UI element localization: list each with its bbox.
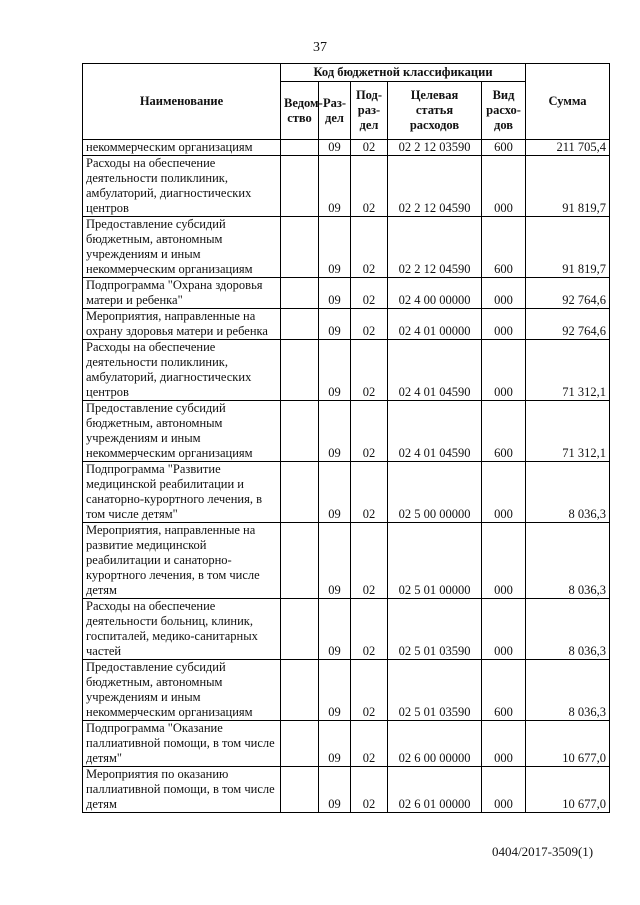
cell-target: 02 6 00 00000 bbox=[388, 721, 482, 767]
cell-name: Предоставление субсидий бюджетным, автономным учреждениям и иным некоммерческим организациям bbox=[83, 217, 281, 278]
cell-name: Предоставление субсидий бюджетным, автономным учреждениям и иным некоммерческим организациям bbox=[83, 660, 281, 721]
cell-vedomstvo bbox=[281, 309, 319, 340]
table-row bbox=[83, 401, 610, 462]
cell-target: 02 4 01 04590 bbox=[388, 401, 482, 462]
cell-podrazdel: 02 bbox=[351, 156, 388, 217]
cell-vedomstvo bbox=[281, 767, 319, 813]
table-row bbox=[83, 278, 610, 309]
cell-target: 02 5 01 03590 bbox=[388, 660, 482, 721]
cell-vid: 600 bbox=[482, 660, 526, 721]
cell-vedomstvo bbox=[281, 140, 319, 156]
cell-vedomstvo bbox=[281, 462, 319, 523]
document-code: 0404/2017-3509(1) bbox=[492, 844, 594, 859]
cell-vid: 600 bbox=[482, 217, 526, 278]
table-row bbox=[83, 340, 610, 401]
cell-sum: 92 764,6 bbox=[526, 309, 610, 340]
cell-vedomstvo bbox=[281, 156, 319, 217]
cell-name: Подпрограмма "Охрана здоровья матери и ребенка" bbox=[83, 278, 281, 309]
cell-razdel: 09 bbox=[319, 767, 351, 813]
cell-sum: 92 764,6 bbox=[526, 278, 610, 309]
table-row bbox=[83, 309, 610, 340]
cell-razdel: 09 bbox=[319, 140, 351, 156]
cell-sum: 91 819,7 bbox=[526, 217, 610, 278]
cell-target: 02 4 01 04590 bbox=[388, 340, 482, 401]
cell-podrazdel: 02 bbox=[351, 523, 388, 599]
header-vid: Вид расхо-дов bbox=[482, 82, 526, 140]
cell-razdel: 09 bbox=[319, 721, 351, 767]
cell-target: 02 5 01 03590 bbox=[388, 599, 482, 660]
cell-name: Подпрограмма "Развитие медицинской реабилитации и санаторно-курортного лечения, в том числе детям" bbox=[83, 462, 281, 523]
table-row bbox=[83, 523, 610, 599]
cell-podrazdel: 02 bbox=[351, 462, 388, 523]
cell-razdel: 09 bbox=[319, 462, 351, 523]
cell-vedomstvo bbox=[281, 660, 319, 721]
table-row bbox=[83, 660, 610, 721]
cell-vedomstvo bbox=[281, 401, 319, 462]
budget-table bbox=[82, 63, 610, 813]
cell-sum: 8 036,3 bbox=[526, 660, 610, 721]
cell-podrazdel: 02 bbox=[351, 767, 388, 813]
table-row bbox=[83, 217, 610, 278]
cell-sum: 211 705,4 bbox=[526, 140, 610, 156]
cell-vid: 000 bbox=[482, 309, 526, 340]
cell-name: Мероприятия по оказанию паллиативной помощи, в том числе детям bbox=[83, 767, 281, 813]
cell-vedomstvo bbox=[281, 340, 319, 401]
cell-name: некоммерческим организациям bbox=[83, 140, 281, 156]
page-number: 37 bbox=[313, 40, 327, 55]
cell-podrazdel: 02 bbox=[351, 721, 388, 767]
header-vedomstvo: Ведом-ство bbox=[281, 82, 319, 140]
cell-vid: 000 bbox=[482, 278, 526, 309]
cell-podrazdel: 02 bbox=[351, 599, 388, 660]
cell-vid: 000 bbox=[482, 156, 526, 217]
cell-vedomstvo bbox=[281, 721, 319, 767]
cell-target: 02 2 12 03590 bbox=[388, 140, 482, 156]
cell-target: 02 5 01 00000 bbox=[388, 523, 482, 599]
cell-name: Предоставление субсидий бюджетным, автономным учреждениям и иным некоммерческим организациям bbox=[83, 401, 281, 462]
cell-podrazdel: 02 bbox=[351, 340, 388, 401]
cell-razdel: 09 bbox=[319, 599, 351, 660]
cell-vid: 000 bbox=[482, 599, 526, 660]
header-code-group: Код бюджетной классификации bbox=[281, 64, 526, 82]
cell-vid: 600 bbox=[482, 401, 526, 462]
cell-name: Расходы на обеспечение деятельности поликлиник, амбулаторий, диагностических центров bbox=[83, 340, 281, 401]
cell-target: 02 5 00 00000 bbox=[388, 462, 482, 523]
cell-podrazdel: 02 bbox=[351, 660, 388, 721]
table-row bbox=[83, 767, 610, 813]
cell-podrazdel: 02 bbox=[351, 309, 388, 340]
cell-name: Расходы на обеспечение деятельности поликлиник, амбулаторий, диагностических центров bbox=[83, 156, 281, 217]
cell-name: Подпрограмма "Оказание паллиативной помощи, в том числе детям" bbox=[83, 721, 281, 767]
cell-sum: 10 677,0 bbox=[526, 767, 610, 813]
table-row bbox=[83, 721, 610, 767]
cell-vid: 000 bbox=[482, 767, 526, 813]
table-body bbox=[83, 140, 610, 813]
cell-name: Мероприятия, направленные на охрану здоровья матери и ребенка bbox=[83, 309, 281, 340]
cell-target: 02 4 00 00000 bbox=[388, 278, 482, 309]
cell-razdel: 09 bbox=[319, 278, 351, 309]
cell-target: 02 4 01 00000 bbox=[388, 309, 482, 340]
cell-sum: 91 819,7 bbox=[526, 156, 610, 217]
header-name: Наименование bbox=[83, 64, 281, 140]
cell-razdel: 09 bbox=[319, 309, 351, 340]
cell-vedomstvo bbox=[281, 599, 319, 660]
header-razdel: Раз-дел bbox=[319, 82, 351, 140]
cell-razdel: 09 bbox=[319, 217, 351, 278]
cell-razdel: 09 bbox=[319, 401, 351, 462]
cell-sum: 71 312,1 bbox=[526, 340, 610, 401]
cell-vid: 000 bbox=[482, 721, 526, 767]
cell-podrazdel: 02 bbox=[351, 140, 388, 156]
cell-vid: 000 bbox=[482, 462, 526, 523]
cell-razdel: 09 bbox=[319, 660, 351, 721]
cell-vid: 000 bbox=[482, 340, 526, 401]
cell-razdel: 09 bbox=[319, 156, 351, 217]
cell-vedomstvo bbox=[281, 523, 319, 599]
cell-razdel: 09 bbox=[319, 340, 351, 401]
table-row bbox=[83, 140, 610, 156]
cell-name: Мероприятия, направленные на развитие медицинской реабилитации и санаторно-курортного лечения, в том числе детям bbox=[83, 523, 281, 599]
cell-vedomstvo bbox=[281, 217, 319, 278]
cell-target: 02 6 01 00000 bbox=[388, 767, 482, 813]
cell-vid: 600 bbox=[482, 140, 526, 156]
table-row bbox=[83, 599, 610, 660]
table-row bbox=[83, 156, 610, 217]
cell-sum: 8 036,3 bbox=[526, 599, 610, 660]
cell-target: 02 2 12 04590 bbox=[388, 156, 482, 217]
cell-razdel: 09 bbox=[319, 523, 351, 599]
header-podrazdel: Под-раз-дел bbox=[351, 82, 388, 140]
cell-sum: 8 036,3 bbox=[526, 462, 610, 523]
cell-target: 02 2 12 04590 bbox=[388, 217, 482, 278]
cell-podrazdel: 02 bbox=[351, 401, 388, 462]
table-row bbox=[83, 462, 610, 523]
cell-vedomstvo bbox=[281, 278, 319, 309]
header-sum: Сумма bbox=[526, 64, 610, 140]
cell-sum: 10 677,0 bbox=[526, 721, 610, 767]
header-target: Целевая статья расходов bbox=[388, 82, 482, 140]
cell-vid: 000 bbox=[482, 523, 526, 599]
cell-podrazdel: 02 bbox=[351, 217, 388, 278]
cell-sum: 8 036,3 bbox=[526, 523, 610, 599]
cell-name: Расходы на обеспечение деятельности больниц, клиник, госпиталей, медико-санитарных частей bbox=[83, 599, 281, 660]
cell-podrazdel: 02 bbox=[351, 278, 388, 309]
header-row-top bbox=[83, 64, 610, 82]
cell-sum: 71 312,1 bbox=[526, 401, 610, 462]
